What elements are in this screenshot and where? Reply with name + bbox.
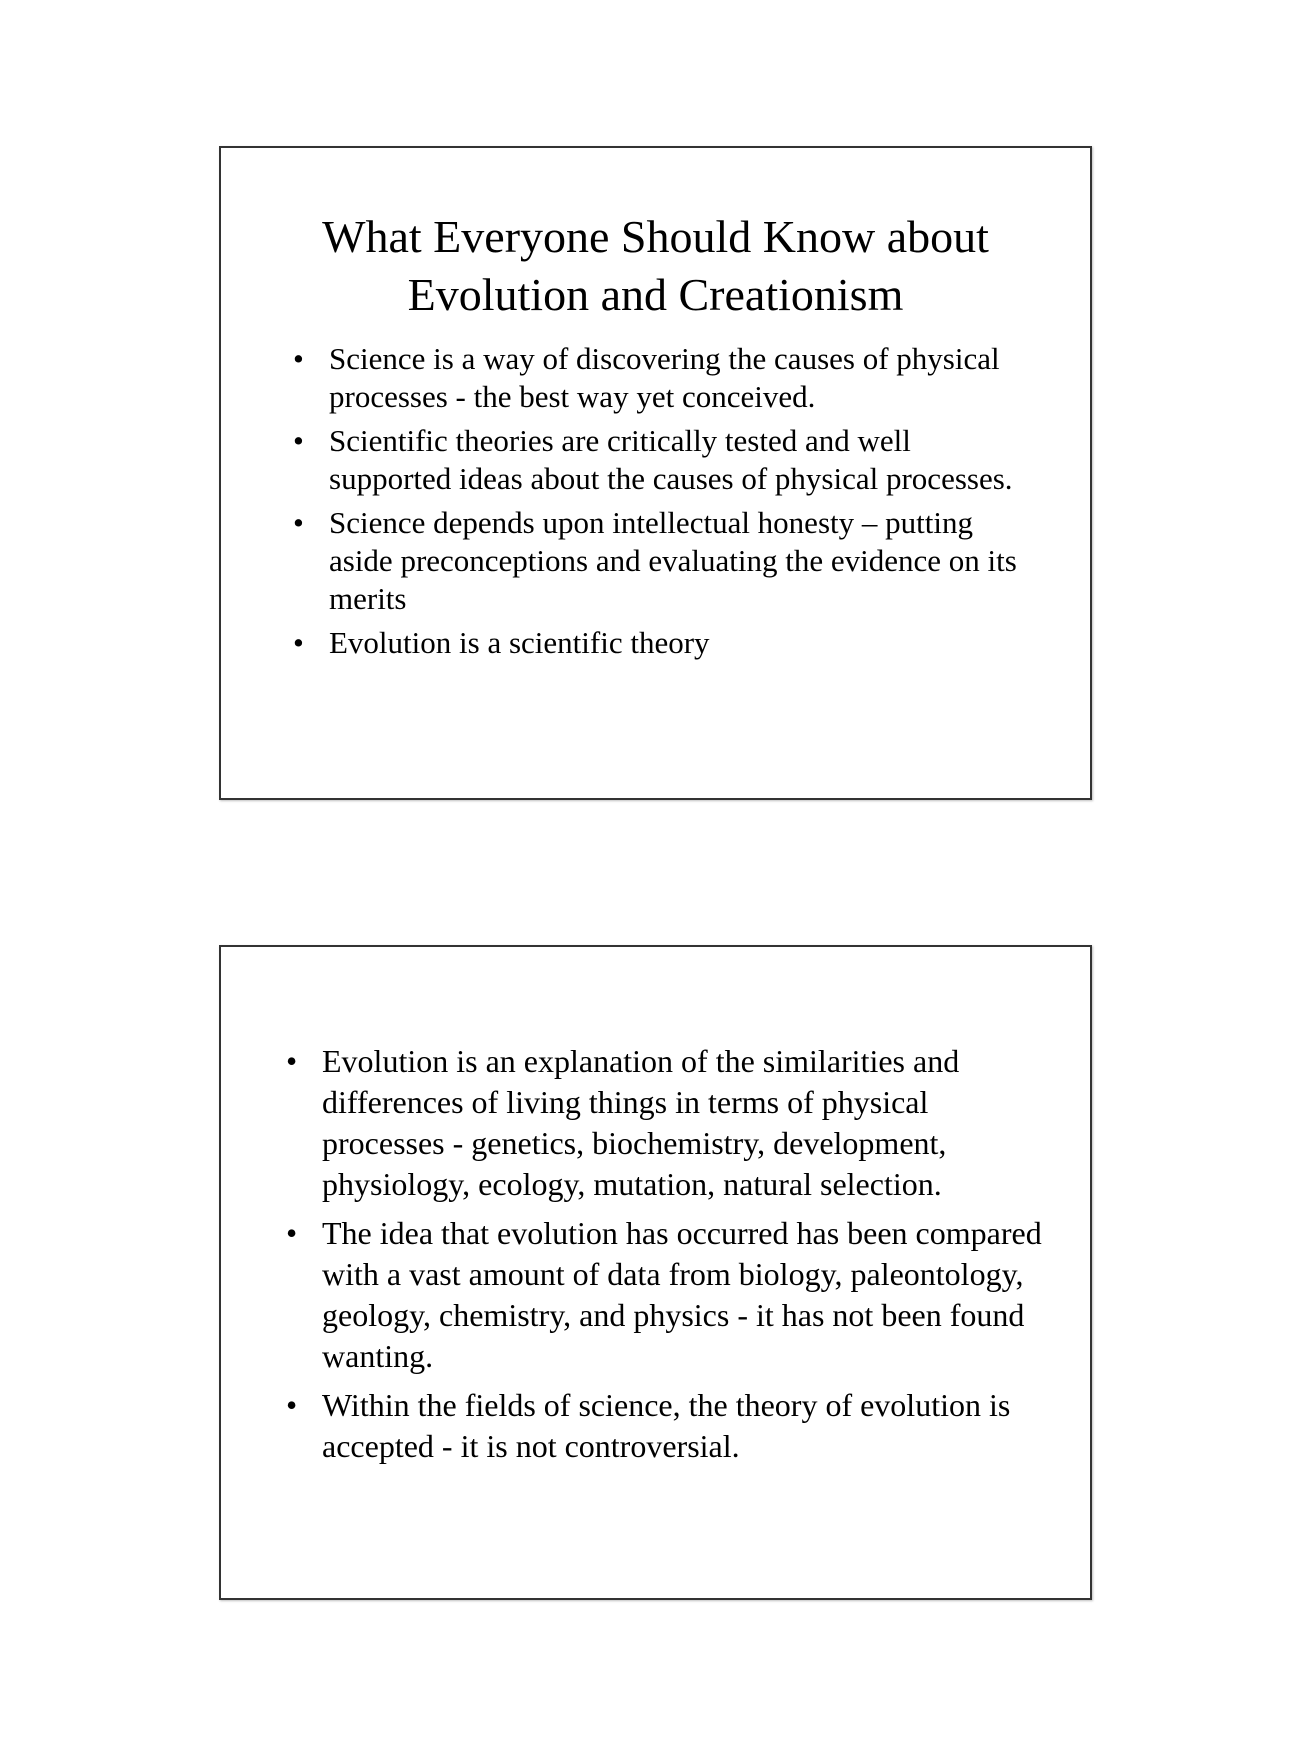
bullet-dot-icon: • xyxy=(293,625,304,660)
bullet-dot-icon: • xyxy=(286,1043,298,1079)
bullet-text: Within the fields of science, the theory of evolution is accepted - it is not controversial. xyxy=(322,1387,1011,1464)
slide-title-line-2: Evolution and Creationism xyxy=(407,269,904,320)
bullet-text: The idea that evolution has occurred has been compared with a vast amount of data from biology, paleontology, geology, chemistry, and physics - it has not been found wanting. xyxy=(322,1215,1042,1374)
bullet-dot-icon: • xyxy=(293,341,304,376)
slide-title xyxy=(221,208,1090,324)
bullet-dot-icon: • xyxy=(286,1215,298,1251)
bullet-text: Evolution is an explanation of the similarities and differences of living things in terms of physical processes - genetics, biochemistry, development, physiology, ecology, mutation, natural selection. xyxy=(322,1043,960,1202)
slide-1 xyxy=(219,146,1092,800)
bullet-item xyxy=(293,624,1033,662)
slide-2 xyxy=(219,945,1092,1600)
bullet-item xyxy=(293,340,1033,416)
bullet-list xyxy=(293,340,1033,668)
bullet-item xyxy=(293,504,1033,618)
bullet-item xyxy=(286,1213,1046,1377)
bullet-item xyxy=(286,1385,1046,1467)
bullet-dot-icon: • xyxy=(293,505,304,540)
bullet-dot-icon: • xyxy=(286,1387,298,1423)
bullet-text: Science depends upon intellectual honesty – putting aside preconceptions and evaluating the evidence on its merits xyxy=(329,505,1017,616)
bullet-text: Science is a way of discovering the causes of physical processes - the best way yet conceived. xyxy=(329,341,1000,414)
bullet-dot-icon: • xyxy=(293,423,304,458)
bullet-text: Evolution is a scientific theory xyxy=(329,625,710,660)
bullet-item xyxy=(293,422,1033,498)
bullet-text: Scientific theories are critically tested and well supported ideas about the causes of physical processes. xyxy=(329,423,1013,496)
slide-title-line-1: What Everyone Should Know about xyxy=(322,211,989,262)
bullet-list xyxy=(286,1041,1046,1475)
bullet-item xyxy=(286,1041,1046,1205)
